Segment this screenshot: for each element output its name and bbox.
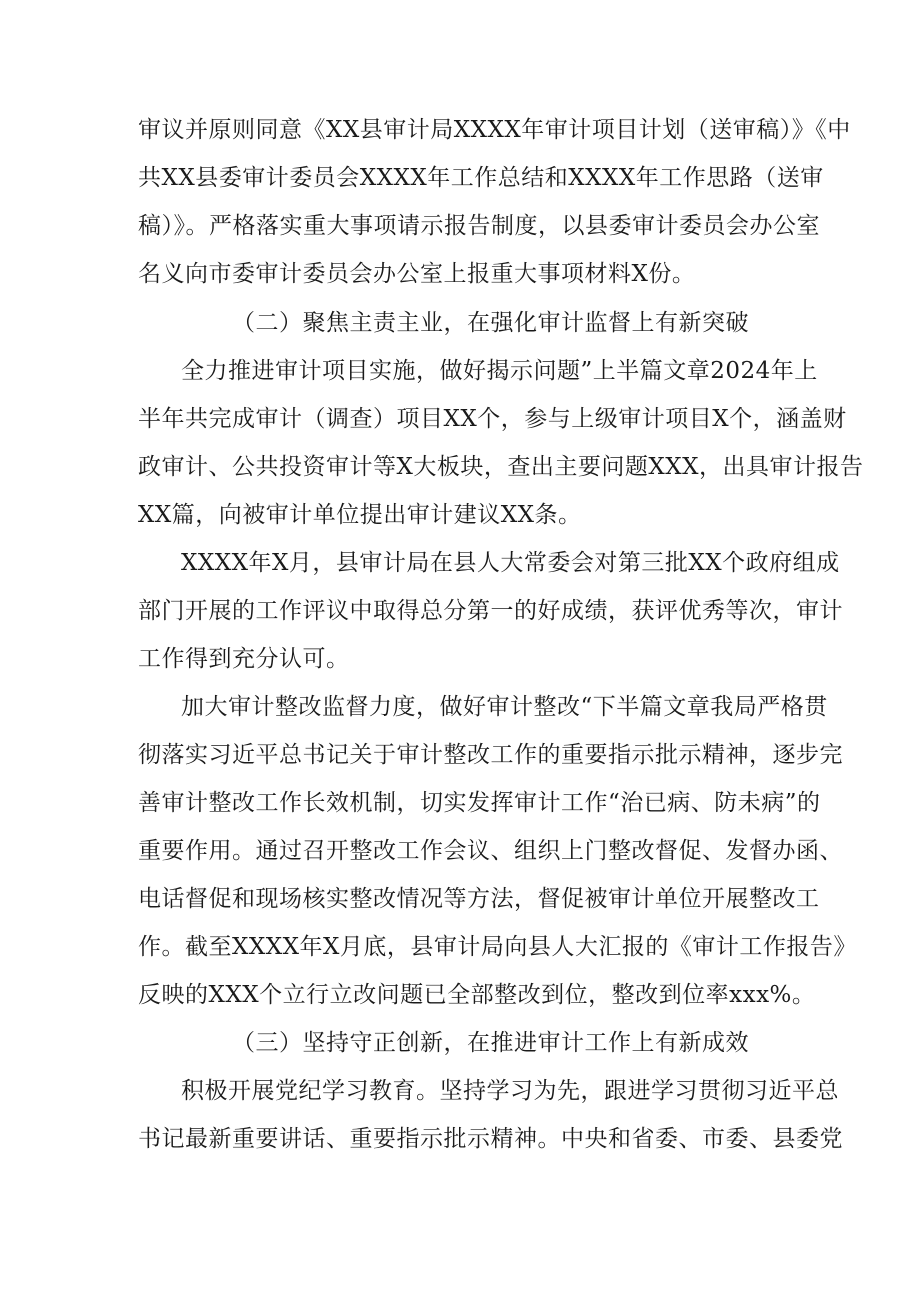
text-line: 名义向市委审计委员会办公室上报重大事项材料X份。 bbox=[138, 261, 696, 287]
text-line: 全力推进审计项目实施，做好揭示问题”上半篇文章2024年上 bbox=[181, 358, 818, 384]
text-line: 工作得到充分认可。 bbox=[138, 646, 350, 672]
text-line: 电话督促和现场核实整改情况等方法，督促被审计单位开展整改工 bbox=[138, 886, 820, 912]
text-line: 稿）》。严格落实重大事项请示报告制度，以县委审计委员会办公室 bbox=[138, 213, 820, 239]
text-line: 部门开展的工作评议中取得总分第一的好成绩，获评优秀等次，审计 bbox=[138, 598, 843, 624]
text-line: 加大审计整改监督力度，做好审计整改“下半篇文章我局严格贯 bbox=[181, 694, 828, 720]
text-line: 积极开展党纪学习教育。坚持学习为先，跟进学习贯彻习近平总 bbox=[181, 1078, 839, 1104]
text-line: 书记最新重要讲话、重要指示批示精神。中央和省委、市委、县委党 bbox=[138, 1126, 843, 1152]
text-line: 共XX县委审计委员会XXXX年工作总结和XXXX年工作思路（送审 bbox=[138, 165, 824, 191]
text-line: 半年共完成审计（调查）项目XX个，参与上级审计项目X个，涵盖财 bbox=[138, 406, 847, 432]
section-heading: （二）聚焦主责主业，在强化审计监督上有新突破 bbox=[232, 310, 749, 336]
text-line: 重要作用。通过召开整改工作会议、组织上门整改督促、发督办函、 bbox=[138, 838, 843, 864]
text-line: 政审计、公共投资审计等X大板块，查出主要问题XXX，出具审计报告 bbox=[138, 454, 864, 480]
text-line: XX篇，向被审计单位提出审计建议XX条。 bbox=[138, 502, 582, 528]
text-line: 反映的XXX个立行立改问题已全部整改到位，整改到位率xxx%。 bbox=[138, 982, 816, 1008]
text-line: 彻落实习近平总书记关于审计整改工作的重要指示批示精神，逐步完 bbox=[138, 742, 843, 768]
text-line: 善审计整改工作长效机制，切实发挥审计工作“治已病、防未病”的 bbox=[138, 790, 821, 816]
section-heading: （三）坚持守正创新，在推进审计工作上有新成效 bbox=[232, 1030, 749, 1056]
text-line: XXXX年X月，县审计局在县人大常委会对第三批XX个政府组成 bbox=[181, 550, 840, 576]
text-line: 审议并原则同意《XX县审计局XXXX年审计项目计划（送审稿）》《中 bbox=[138, 117, 851, 143]
text-line: 作。截至XXXX年X月底，县审计局向县人大汇报的《审计工作报告》 bbox=[138, 934, 857, 960]
